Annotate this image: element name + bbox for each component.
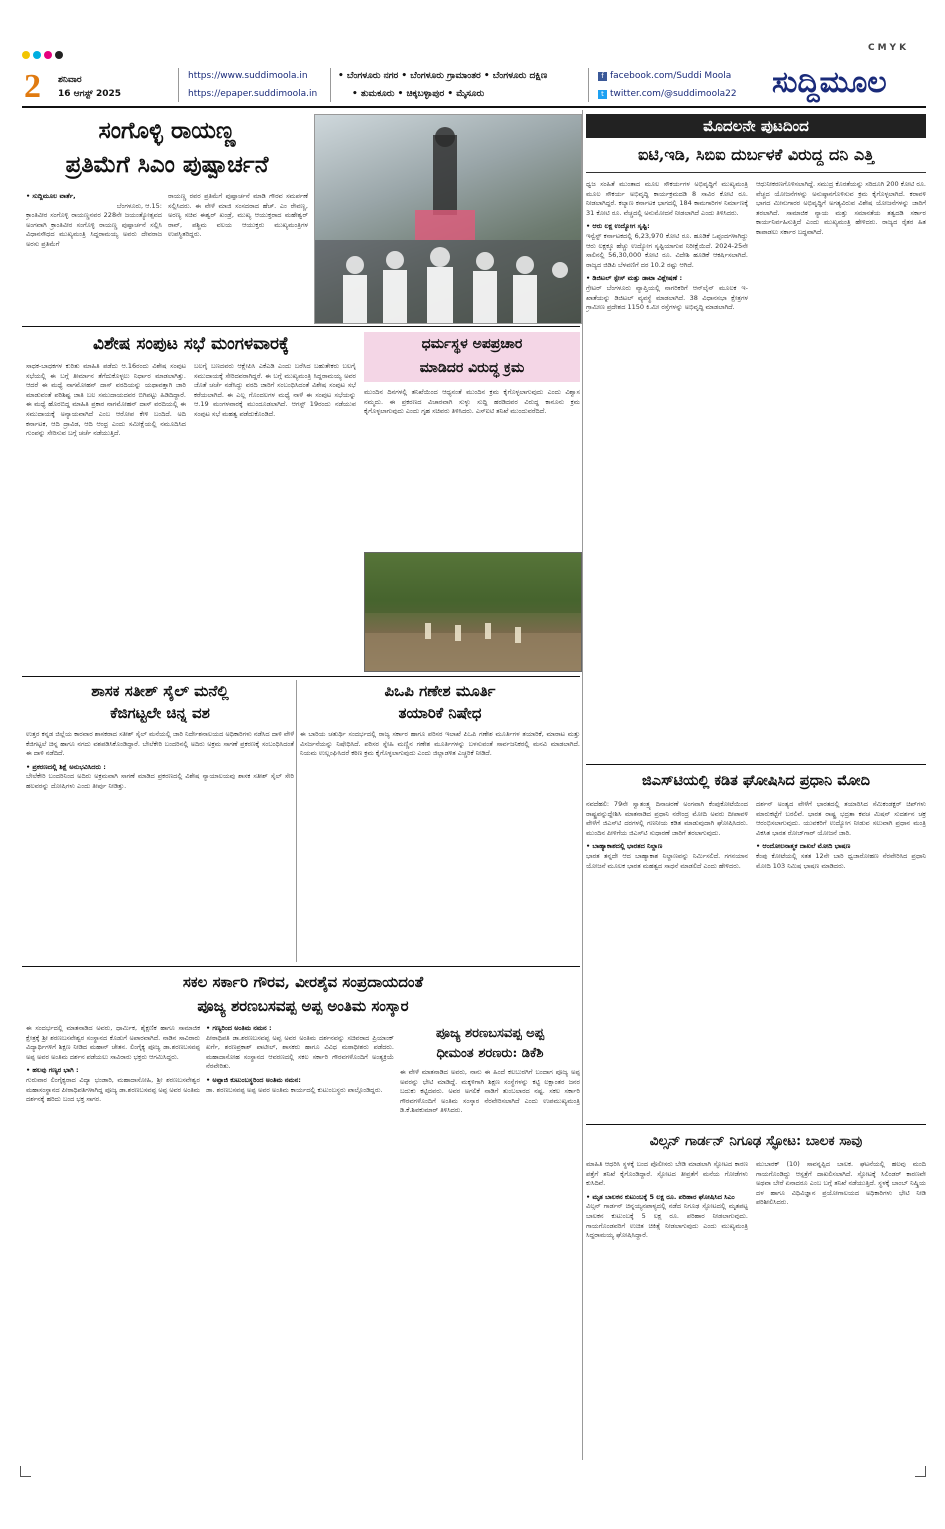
ganesha-headline-line2: ತಯಾರಿಕೆ ನಿಷೇಧ xyxy=(398,704,482,722)
epaper-link[interactable]: https://epaper.suddimoola.in xyxy=(188,89,318,99)
front-sub1: • ಆರು ಲಕ್ಷ ಉದ್ಯೋಗ ಸೃಷ್ಟಿ: xyxy=(586,222,650,231)
statue-illustration xyxy=(315,115,581,323)
rayanna-dateline: ಬೆಂಗಳೂರು, ಆ.15: xyxy=(116,201,162,210)
cmyk-label: CMYK xyxy=(868,43,910,53)
gst-sub: • ಬಾಹ್ಯಾಕಾಶದಲ್ಲಿ ಭಾರತದ ನಿಲ್ದಾಣ xyxy=(586,842,663,851)
dharmasthala-text: ಮುಂದಿನ ದಿನಗಳಲ್ಲಿ ತನಿಖೆಯಿಂದ ಆಧ್ಯನಂತೆ ಮುಂದಿನ ಕ್ರಮ ಕೈಗೊಳ್ಳಲಾಗುವುದು ಎಂದು ವಿಶ್ವಾಸ ನಮ್ಮದು. ಈ ಪ್ರಕರಣದ ವಿಚಾರವಾಗಿ ಸುಳ್ಳು ಸುದ್ದಿ ಹರಡಿದವರ ವಿರುದ್ಧ ಕಾನೂನು ಕ್ರಮ ಕೈಗೊಳ್ಳಲಾಗುವುದು ಎಂದು ಗೃಹ ಸಚಿವರು ತಿಳಿಸಿದರು. ಎಸ್ಐಟಿ ತನಿಖೆ ಮುಂದುವರೆದಿದೆ. xyxy=(364,388,580,416)
wilson-sub: • ಮೃತ ಬಾಲಕನ ಕುಟುಂಬಕ್ಕೆ 5 ಲಕ್ಷ ರೂ. ಪರಿಹಾರ ಘೋಷಿಸಿದ ಸಿಎಂ xyxy=(586,1192,735,1201)
sharana-headline-line2: ಪೂಜ್ಯ ಶರಣಬಸವಪ್ಪ ಅಪ್ಪ ಅಂತಿಮ ಸಂಸ್ಕಾರ xyxy=(197,997,409,1015)
cabinet-headline: ವಿಶೇಷ ಸಂಪುಟ ಸಭೆ ಮಂಗಳವಾರಕ್ಕೆ xyxy=(93,334,289,354)
rayanna-headline xyxy=(26,114,308,182)
dkshi-headline-line1: ಪೂಜ್ಯ ಶರಣಬಸವಪ್ಪ ಅಪ್ಪ xyxy=(435,1026,545,1041)
page-number: 2 xyxy=(24,68,41,105)
sharana-sub1: • ಹಲವು ಗಣ್ಯರ ಭಾಗಿ : xyxy=(26,1066,79,1075)
front-col1 xyxy=(586,180,748,760)
front-headline: ಐಟಿ,ಇಡಿ, ಸಿಬಿಐ ದುರ್ಬಳಕೆ ವಿರುದ್ದ ದನಿ ಎತ್ತಿ xyxy=(638,145,874,164)
sail-text2: ಬೇಲೆಕೇರಿ ಬಂದರಿನಿಂದ ಅದಿರು ಅಕ್ರಮವಾಗಿ ಸಾಗಣೆ ಮಾಡಿದ ಪ್ರಕರಣದಲ್ಲಿ ವಿಶೇಷ ನ್ಯಾಯಾಲಯವು ಶಾಸಕ ಸತೀಶ್ ಸೈಲ್ ಸೇರಿ ಹಲವರನ್ನು ದೋಷಿಗಳು ಎಂದು ತೀರ್ಪು ನೀಡಿತ್ತು. xyxy=(26,772,294,790)
front-page-box-title: ಮೊದಲನೇ ಪುಟದಿಂದ xyxy=(586,114,926,138)
dharmasthala-headline-line1: ಧರ್ಮಸ್ಥಳ ಅಪಪ್ರಚಾರ xyxy=(421,336,523,352)
rayanna-text-right: ರಾಯಣ್ಣ ರವರ ಪ್ರತಿಮೆಗೆ ಪುಷ್ಪಾರ್ಚನೆ ಮಾಡಿ ಗೌರವ ಸಮರ್ಪಣೆ ಸಲ್ಲಿಸಿದರು. ಈ ವೇಳೆ ಮಾಜಿ ಸಂಸದರಾದ ಹೆಚ್. ಎಂ ರೇವಣ್ಣ, ಅರಣ್ಯ ಸಚಿವ ಈಶ್ವರ್ ಖಂಡ್ರೆ, ಮುಖ್ಯ ಆಯುಕ್ತರಾದ ಮಹೇಶ್ವರ್ ರಾವ್, ಪಶ್ಚಿಮ ವಲಯ ಆಯುಕ್ತರು ಮುಖ್ಯಮಂತ್ರಿಗಳ ಉಪಸ್ಥಿತರಿದ್ದರು. xyxy=(168,192,308,239)
date-label: 16 ಆಗಸ್ಟ್ 2025 xyxy=(58,89,121,99)
gst-col2b-text: ಕೆಂಪು ಕೋಟೆಯಲ್ಲಿ ಸತತ 12ನೇ ಬಾರಿ ಧ್ವಜಾರೋಹಣ ನೆರವೇರಿಸಿದ ಪ್ರಧಾನಿ ಮೋದಿ 103 ನಿಮಿಷ ಭಾಷಣ ಮಾಡಿದರು. xyxy=(756,851,926,870)
rayanna-statue-photo xyxy=(314,114,582,324)
day-label: ಶನಿವಾರ xyxy=(58,75,82,85)
twitter-icon: t xyxy=(598,90,607,99)
sail-headline-line1: ಶಾಸಕ ಸತೀಶ್ ಸೈಲ್ ಮನೆಲ್ಲಿ xyxy=(91,682,229,700)
gst-col2-text: ದರ್ಶನ್ ಅಂತ್ಯದ ವೇಳೆಗೆ ಭಾರತದಲ್ಲಿ ತಯಾರಿಸಿದ ಸೆಮಿಕಂಡಕ್ಟರ್ ಚಿಪ್‌ಗಳು ಮಾರುಕಟ್ಟೆಗೆ ಬರಲಿವೆ. ಭಾರತ ರಾಷ್ಟ್ರ ಭದ್ರತಾ ಕವಚ ಮಿಷನ್ ಸುದರ್ಶನ ಚಕ್ರ ಆರಂಭಿಸಲಾಗುವುದು. ಯುವಕರಿಗೆ ಉದ್ಯೋಗ ನೀಡುವ ಸಲುವಾಗಿ ಪ್ರಧಾನ ಮಂತ್ರಿ ವಿಕಸಿತ ಭಾರತ ರೋಜ್‌ಗಾರ್ ಯೋಜನೆ ಜಾರಿ. xyxy=(756,800,926,837)
facebook-link[interactable]: f facebook.com/Suddi Moola xyxy=(598,70,731,82)
gst-sub2: • ಆಂದೋಲನಾತ್ಮಕ ದಾಖಲೆ ಮೋದಿ ಭಾಷಣ xyxy=(756,842,851,851)
twitter-link[interactable]: t twitter.com/@suddimoola22 xyxy=(598,88,737,100)
sharana-sub2: • ಗಣ್ಯರಿಂದ ಅಂತಿಮ ನಮನ : xyxy=(206,1024,272,1032)
cabinet-col2: ಬಲಗೈ ಬಣದವರು ಆಕ್ಷೇಪಿಸಿ ಎಕೆಎಡಿ ಎಂದು ಬರೆಸಿದ ಬಹುತೇಕರು ಬಲಗೈ ಸಮುದಾಯಕ್ಕೆ ಸೇರಿದವರಾಗಿದ್ದರೆ. ಈ ಬಗ್ಗೆ ಮುಖ್ಯಮಂತ್ರಿ ಸಿದ್ದರಾಮಯ್ಯ ಅವರ ಜೊತೆ ಚರ್ಚೆ ನಡೆಸಿದ್ದು ವರದಿ ಜಾರಿಗೆ ಸಂಬಂಧಿಸಿದಂತೆ ವಿಶೇಷ ಸಂಪುಟ ಸಭೆ ಕರೆಯಲಾಗಿದೆ. ಈ ಎಲ್ಲ ಗೊಂದಲಗಳ ಮಧ್ಯೆ ನಾಳೆ ಈ ಸಂಪುಟ ಸಭೆಯನ್ನು ಆ.19 ಮಂಗಳವಾರಕ್ಕೆ ಮುಂದೂಡಲಾಗಿದೆ. ಆಗಸ್ಟ್ 19ರಂದು ನಡೆಯುವ ಸಂಪುಟ ಸಭೆ ಮಹತ್ವ ಪಡೆದುಕೊಂಡಿದೆ. xyxy=(194,362,356,418)
dkshi-text: ಈ ವೇಳೆ ಮಾತನಾಡಿದ ಅವರು, ನಾನು ಈ ಹಿಂದೆ ಕಲಬುರಗಿಗೆ ಬಂದಾಗ ಪೂಜ್ಯ ಅಪ್ಪ ಅವರನ್ನು ಭೇಟಿ ಮಾಡಿದ್ದೆ. ಮಕ್ಕಳಿಗಾಗಿ ಶಿಕ್ಷಣ ಸಂಸ್ಥೆಗಳನ್ನು ಕಟ್ಟಿ ಲಕ್ಷಾಂತರ ಜನರ ಬದುಕು ಕಟ್ಟಿದವರು. ಅವರ ಅಗಲಿಕೆ ನಾಡಿಗೆ ತುಂಬಲಾರದ ನಷ್ಟ. ಸಕಲ ಸರ್ಕಾರಿ ಗೌರವಗಳೊಂದಿಗೆ ಅಂತಿಮ ಸಂಸ್ಕಾರ ನೆರವೇರಿಸಲಾಗಿದೆ ಎಂದು ಉಪಮುಖ್ಯಮಂತ್ರಿ ಡಿ.ಕೆ.ಶಿವಕುಮಾರ್ ತಿಳಿಸಿದರು. xyxy=(400,1068,580,1115)
sharana-col1-text: ಈ ಸಂದರ್ಭದಲ್ಲಿ ಮಾತನಾಡಿದ ಅವರು, ಧಾರ್ಮಿಕ, ಶೈಕ್ಷಣಿಕ ಹಾಗೂ ಸಾಮಾಜಿಕ ಕ್ಷೇತ್ರಕ್ಕೆ ಶ್ರೀ ಶರಣಬಸವೇಶ್ವರ ಸಂಸ್ಥಾನದ ಕೊಡುಗೆ ಅಪಾರವಾಗಿದೆ. ನಾಡಿನ ಸಾವಿರಾರು ವಿದ್ಯಾರ್ಥಿಗಳಿಗೆ ಶಿಕ್ಷಣ ನೀಡಿದ ಮಹಾನ್ ಚೇತನ. ಲಿಂಗೈಕ್ಯ ಪೂಜ್ಯ ಡಾ.ಶರಣಬಸವಪ್ಪ ಅಪ್ಪ ಅವರ ಅಂತಿಮ ದರ್ಶನ ಪಡೆಯಲು ಸಾವಿರಾರು ಭಕ್ತರು ಆಗಮಿಸಿದ್ದರು. xyxy=(26,1024,200,1061)
dharmasthala-headline xyxy=(364,332,580,382)
wilson-col1-text: ಮಾಹಿತಿ ಆಧರಿಸಿ ಸ್ಥಳಕ್ಕೆ ಬಂದ ಪೊಲೀಸರು ಬೇಡಿ ಮಾಡಲಾಗಿ ಸ್ಫೋಟದ ಕಾರಣ ಪತ್ತೆಗೆ ತನಿಖೆ ಕೈಗೊಂಡಿದ್ದಾರೆ. ಸ್ಫೋಟದ ತೀವ್ರತೆಗೆ ಮನೆಯ ಗೋಡೆಗಳು ಕುಸಿದಿವೆ. xyxy=(586,1160,748,1188)
sharana-col1b-text: ಗುರುವಾರ ಲಿಂಗೈಕ್ಯರಾದ ವಿದ್ಯಾ ಭಂಡಾರಿ, ಮಹಾದಾಸೋಹಿ, ಶ್ರೀ ಶರಣಬಸವೇಶ್ವರ ಮಹಾಸಂಸ್ಥಾನದ ಪೀಠಾಧಿಪತಿಗಳಾಗಿದ್ದ ಪೂಜ್ಯ ಡಾ.ಶರಣಬಸವಪ್ಪ ಅಪ್ಪ ಅವರ ಅಂತಿಮ ದರ್ಶನಕ್ಕೆ ಹರಿದು ಬಂದ ಭಕ್ತ ಸಾಗರ. xyxy=(26,1075,200,1104)
masthead-logo: ಸುದ್ದಿಮೂಲ xyxy=(772,65,887,100)
sail-headline xyxy=(26,680,294,724)
front-col1-text: ಧ್ವಜ ಸಂಹಿತೆ ಮುಂತಾದ ಮೂಲ ಸೌಕರ್ಯಗಳ ಅಭಿವೃದ್ಧಿಗೆ ಮುಖ್ಯಮಂತ್ರಿ ಮೂಲ ಸೌಕರ್ಯ ಅಭಿವೃದ್ಧಿ ಕಾರ್ಯಕ್ರಮದಡಿ 8 ಸಾವಿರ ಕೋಟಿ ರೂ. ನೀಡಲಾಗಿದ್ದರೆ. ಕಲ್ಯಾಣ ಕರ್ನಾಟಕ ಭಾಗದಲ್ಲಿ 184 ಕಾಮಗಾರಿಗಳ ನಿರ್ಮಾಣಕ್ಕೆ 31 ಕೋಟಿ ರೂ. ವೆಚ್ಚದಲ್ಲಿ ಅನುಮೋದನೆ ನೀಡಲಾಗಿದೆ ಎಂದು ತಿಳಿಸಿದರು. xyxy=(586,180,748,217)
editions-row-1: • ಬೆಂಗಳೂರು ನಗರ • ಬೆಂಗಳೂರು ಗ್ರಾಮಾಂತರ • ಬೆಂಗಳೂರು ದಕ್ಷಿಣ xyxy=(338,71,548,81)
gst-col1b-text: ಭಾರತ ತನ್ನದೇ ಆದ ಬಾಹ್ಯಾಕಾಶ ನಿಲ್ದಾಣವನ್ನು ನಿರ್ಮಿಸಲಿದೆ. ಗಗನಯಾನ ಯೋಜನೆ ಮೂಲಕ ಭಾರತ ಮಹತ್ವದ ಸಾಧನೆ ಮಾಡಲಿದೆ ಎಂದು ಹೇಳಿದರು. xyxy=(586,851,748,870)
ganesha-headline xyxy=(300,680,580,724)
rayanna-headline-line2: ಪ್ರತಿಮೆಗೆ ಸಿಎಂ ಪುಷ್ಪಾರ್ಚನೆ xyxy=(65,151,269,178)
sharana-col1 xyxy=(26,1024,200,1460)
dkshi-headline-line2: ಧೀಮಂತ ಶರಣರು: ಡಿಕೆಶಿ xyxy=(436,1046,544,1061)
front-col1b-text: ಇನ್ವೆಸ್ಟ್ ಕರ್ನಾಟಕದಲ್ಲಿ 6,23,970 ಕೋಟಿ ರೂ. ಹೂಡಿಕೆ ಒಪ್ಪಂದಗಳಾಗಿದ್ದು ಆರು ಲಕ್ಷಕ್ಕೂ ಹೆಚ್ಚು ಉದ್ಯೋಗ ಸೃಷ್ಟಿಯಾಗುವ ನಿರೀಕ್ಷೆಯಿದೆ. 2024-25ನೇ ಸಾಲಿನಲ್ಲಿ 56,30,000 ಕೋಟಿ ರೂ. ವಿದೇಶಿ ಹೂಡಿಕೆ ಆಕರ್ಷಿಸಲಾಗಿದೆ. ರಾಜ್ಯದ ಜಿಡಿಪಿ ಬೆಳವಣಿಗೆ ದರ 10.2 ರಷ್ಟು ಆಗಿದೆ. xyxy=(586,231,748,269)
sharana-col2b-text: ಡಾ. ಶರಣಬಸವಪ್ಪ ಅಪ್ಪ ಅವರ ಅಂತಿಮ ಕಾರ್ಯದಲ್ಲಿ ಕುಟುಂಬಸ್ಥರು ಪಾಲ್ಗೊಂಡಿದ್ದರು. xyxy=(206,1085,383,1094)
crop-mark-left xyxy=(20,1466,31,1477)
sail-body xyxy=(26,730,294,960)
front-col2: ಆಧುನೀಕರಣಗೊಳಿಸಲಾಗಿದ್ದೆ. ಸಮುದ್ರ ಕೊರತೆಯನ್ನು ಸರಿದೂಗಿ 200 ಕೋಟಿ ರೂ. ವೆಚ್ಚದ ಯೋಜನೆಗಳನ್ನು ಅನುಷ್ಠಾನಗೊಳಿಸುವ ಕ್ರಮ ಕೈಗೊಳ್ಳಲಾಗಿದೆ. ಕರಾವಳಿ ಭಾಗದ ಮೀನುಗಾರರ ಅಭಿವೃದ್ಧಿಗೆ ಅಗತ್ಯವಿರುವ ವಿಶೇಷ ಯೋಜನೆಗಳನ್ನು ಜಾರಿಗೆ ತರಲಾಗಿದೆ. ಸಾಮಾಜಿಕ ನ್ಯಾಯ ಮತ್ತು ಸಮಾನತೆಯ ತತ್ವದಡಿ ಸರ್ಕಾರ ಕಾರ್ಯನಿರ್ವಹಿಸುತ್ತಿದೆ ಎಂದು ಮುಖ್ಯಮಂತ್ರಿ ಹೇಳಿದರು. ರಾಜ್ಯದ ರೈತರ ಹಿತ ಕಾಪಾಡಲು ಸರ್ಕಾರ ಬದ್ಧವಾಗಿದೆ. xyxy=(756,180,926,236)
rayanna-body-left xyxy=(26,192,162,320)
wilson-col1b-text: ವಿಲ್ಸನ್ ಗಾರ್ಡನ್ ಚಿನ್ನಯ್ಯನಪಾಳ್ಯದಲ್ಲಿ ನಡೆದ ನಿಗೂಢ ಸ್ಫೋಟದಲ್ಲಿ ಮೃತಪಟ್ಟ ಬಾಲಕನ ಕುಟುಂಬಕ್ಕೆ 5 ಲಕ್ಷ ರೂ. ಪರಿಹಾರ ನೀಡಲಾಗುವುದು. ಗಾಯಗೊಂಡವರಿಗೆ ಉಚಿತ ಚಿಕಿತ್ಸೆ ನೀಡಲಾಗುವುದು ಎಂದು ಮುಖ್ಯಮಂತ್ರಿ ಸಿದ್ದರಾಮಯ್ಯ ಘೋಷಿಸಿದ್ದಾರೆ. xyxy=(586,1202,748,1240)
gst-headline: ಜಿಎಸ್‌ಟಿಯಲ್ಲಿ ಕಡಿತ ಘೋಷಿಸಿದ ಪ್ರಧಾನಿ ಮೋದಿ xyxy=(642,772,870,789)
sharana-headline-line1: ಸಕಲ ಸರ್ಕಾರಿ ಗೌರವ, ವೀರಶೈವ ಸಂಪ್ರದಾಯದಂತೆ xyxy=(182,973,424,991)
cabinet-col1: ಸಾಧಕ-ಬಾಧಕಗಳ ಕುರಿತು ಮಾಹಿತಿ ಪಡೆದು ಆ.16ರಂದು ವಿಶೇಷ ಸಂಪುಟ ಸಭೆಯಲ್ಲಿ ಈ ಬಗ್ಗೆ ತೀರ್ಮಾನ ತೆಗೆದುಕೊಳ್ಳಲು ನಿರ್ಧಾರ ಮಾಡಲಾಗಿತ್ತು. ಆದರೆ ಈ ಮಧ್ಯೆ ನಾಗಮೋಹನ್ ದಾಸ್ ವರದಿಯನ್ನು ಯಥಾವತ್ತಾಗಿ ಜಾರಿ ಮಾಡುವಂತೆ ಪರಿಶಿಷ್ಟ ಜಾತಿ ಬಲ ಸಮುದಾಯದವರ ಬಿಗಿಪಟ್ಟು ಹಿಡಿದಿದ್ದಾರೆ. ಈ ಮಧ್ಯೆ ಹೊರಬಿದ್ದ ಮಾಹಿತಿ ಪ್ರಕಾರ ನಾಗಮೋಹನ್ ದಾಸ್ ವರದಿಯಲ್ಲಿ ಈ ಸಮುದಾಯಕ್ಕೆ ಅನ್ಯಾಯವಾಗಿದೆ ಎಂಬ ಆರೋಪ ಕೇಳಿ ಬಂದಿದೆ. ಅದಿ ಕರ್ನಾಟಕ, ಆದಿ ದ್ರಾವಿಡ, ಆದಿ ಆಂಧ್ರ ಎಂದು ಸಮೀಕ್ಷೆಯಲ್ಲಿ ನಮೂದಿಸಿದ ಗುಂಪನ್ನು ಸೇರಿಸುವ ಬಗ್ಗೆ ಚರ್ಚೆ ನಡೆಯುತ್ತಿದೆ. xyxy=(26,362,186,438)
editions-row-2: • ತುಮಕೂರು • ಚಿಕ್ಕಬಳ್ಳಾಪುರ • ಮೈಸೂರು xyxy=(352,89,485,99)
website-link[interactable]: https://www.suddimoola.in xyxy=(188,71,308,81)
front-col1c-text: ಗ್ರೇಟರ್ ಬೆಂಗಳೂರು ವ್ಯಾಪ್ತಿಯಲ್ಲಿ ನಾಗರಿಕರಿಗೆ ಆನ್‌ಲೈನ್ ಮೂಲಕ ಇ-ಖಾತೆಯನ್ನು ಡಿಜಿಟಲ್ ವ್ಯವಸ್ಥೆ ಮಾಡಲಾಗಿದೆ. 38 ವಿಧಾನಸಭಾ ಕ್ಷೇತ್ರಗಳ ಗ್ರಾಮೀಣ ಪ್ರದೇಶದ 1150 ಕಿ.ಮೀ ರಸ್ತೆಗಳನ್ನು ಅಭಿವೃದ್ಧಿ ಮಾಡಲಾಗಿದೆ. xyxy=(586,283,748,312)
sharana-headline xyxy=(26,970,580,1018)
rayanna-headline-line1: ಸಂಗೊಳ್ಳಿ ರಾಯಣ್ಣ xyxy=(98,117,236,144)
rayanna-text-left: ಕ್ರಾಂತಿವೀರ ಸಂಗೊಳ್ಳಿ ರಾಯಣ್ಣನವರ 228ನೇ ಜಯಂತ್ಯೋತ್ಸವದ ಅಂಗವಾಗಿ ಕ್ರಾಂತಿವೀರ ಸಂಗೊಳ್ಳಿ ರಾಯಣ್ಣ ಪುಷ್ಪಾರ್ಚನೆ ಸಲ್ಲಿಸಿ ವಿಧಾನಸೌಧದ ಮುಖ್ಯಮಂತ್ರಿ ಸಿದ್ದರಾಮಯ್ಯ ಅವರು ದೇವರಾಜ ಅರಸು ಪ್ರತಿಮೆಗೆ xyxy=(26,211,162,248)
dkshi-headline xyxy=(400,1024,580,1064)
gst-col1 xyxy=(586,800,748,1120)
wilson-headline: ವಿಲ್ಸನ್ ಗಾರ್ಡನ್ ನಿಗೂಢ ಸ್ಫೋಟ: ಬಾಲಕ ಸಾವು xyxy=(649,1133,863,1149)
sail-text: ಉತ್ತರ ಕನ್ನಡ ಜಿಲ್ಲೆಯ ಕಾರವಾರ ಶಾಸಕರಾದ ಸತೀಶ್ ಸೈಲ್ ಮನೆಯಲ್ಲಿ ಜಾರಿ ನಿರ್ದೇಶನಾಲಯದ ಅಧಿಕಾರಿಗಳು ನಡೆಸಿದ ದಾಳಿ ವೇಳೆ ಕೆಜಿಗಟ್ಟಲೆ ಚಿನ್ನ ಹಾಗೂ ನಗದು ವಶಪಡಿಸಿಕೊಂಡಿದ್ದಾರೆ. ಬೇಲೆಕೇರಿ ಬಂದರಿನಲ್ಲಿ ಅದಿರು ಅಕ್ರಮ ಸಾಗಣೆ ಪ್ರಕರಣಕ್ಕೆ ಸಂಬಂಧಿಸಿದಂತೆ ಈ ದಾಳಿ ನಡೆದಿದೆ. xyxy=(26,730,294,758)
ganesha-headline-line1: ಪಿಒಪಿ ಗಣೇಶ ಮೂರ್ತಿ xyxy=(384,682,496,700)
facebook-icon: f xyxy=(598,72,607,81)
gst-col2 xyxy=(756,800,926,1120)
front-sub2: • ಡಿಜಿಟಲ್ ಸ್ಪೇಸ್ ಮತ್ತು ಡಾಟಾ ವಿಶ್ಲೇಷಣೆ : xyxy=(586,274,683,283)
ganesha-text: ಈ ಬಾರಿಯ ಚತುರ್ಥಿ ಸಂದರ್ಭದಲ್ಲಿ ರಾಜ್ಯ ಸರ್ಕಾರ ಹಾಗೂ ಪರಿಸರ ಇಲಾಖೆ ಪಿಒಪಿ ಗಣೇಶ ಮೂರ್ತಿಗಳ ತಯಾರಿಕೆ, ಮಾರಾಟ ಮತ್ತು ವಿಸರ್ಜನೆಯನ್ನು ನಿಷೇಧಿಸಿದೆ. ಪರಿಸರ ಸ್ನೇಹಿ ಮಣ್ಣಿನ ಗಣೇಶ ಮೂರ್ತಿಗಳನ್ನು ಬಳಸುವಂತೆ ಸಾರ್ವಜನಿಕರಲ್ಲಿ ಮನವಿ ಮಾಡಲಾಗಿದೆ. ನಿಯಮ ಉಲ್ಲಂಘಿಸಿದರೆ ಕಠಿಣ ಕ್ರಮ ಕೈಗೊಳ್ಳಲಾಗುವುದು ಎಂದು ಜಿಲ್ಲಾಡಳಿತ ಎಚ್ಚರಿಕೆ ನೀಡಿದೆ. xyxy=(300,730,580,758)
registration-dots xyxy=(22,44,66,63)
dharmasthala-headline-line2: ಮಾಡಿದರ ವಿರುದ್ಧ ಕ್ರಮ xyxy=(419,360,525,376)
sharana-sub3: • ಅಪ್ಪಾಜಿ ಕುಟುಂಬಸ್ಥರಿಂದ ಅಂತಿಮ ನಮನ: xyxy=(206,1075,301,1084)
sail-sub: • ಪ್ರಕರಣದಲ್ಲಿ ಶಿಕ್ಷೆ ಅನುಭವಿಸಿದರು : xyxy=(26,762,106,771)
wilson-col2: ಮುಬಾರಕ್ (10) ಸಾವನ್ನಪ್ಪಿದ ಬಾಲಕ. ಘಟನೆಯಲ್ಲಿ ಹಲವು ಮಂದಿ ಗಾಯಗೊಂಡಿದ್ದು ಆಸ್ಪತ್ರೆಗೆ ದಾಖಲಿಸಲಾಗಿದೆ. ಸ್ಫೋಟಕ್ಕೆ ಸಿಲಿಂಡರ್ ಕಾರಣವೇ ಅಥವಾ ಬೇರೆ ಏನಾದರೂ ಎಂಬ ಬಗ್ಗೆ ತನಿಖೆ ನಡೆಯುತ್ತಿದೆ. ಸ್ಥಳಕ್ಕೆ ಬಾಂಬ್ ನಿಷ್ಕ್ರಿಯ ದಳ ಹಾಗೂ ವಿಧಿವಿಜ್ಞಾನ ಪ್ರಯೋಗಾಲಯದ ಅಧಿಕಾರಿಗಳು ಭೇಟಿ ನೀಡಿ ಪರಿಶೀಲಿಸಿದರು. xyxy=(756,1160,926,1207)
wilson-col1 xyxy=(586,1160,748,1460)
sharana-col2 xyxy=(206,1024,394,1460)
forest-illustration xyxy=(365,553,581,671)
crop-mark-right xyxy=(915,1466,926,1477)
forest-photo xyxy=(364,552,582,672)
rayanna-byline: • ಸುದ್ದಿಮೂಲ ವಾರ್ತೆ, xyxy=(26,192,76,200)
gst-col1-text: ನವದೆಹಲಿ: 79ನೇ ಸ್ವಾತಂತ್ರ್ಯ ದಿನಾಚರಣೆ ಅಂಗವಾಗಿ ಕೆಂಪುಕೋಟೆಯಿಂದ ರಾಷ್ಟ್ರವನ್ನುದ್ದೇಶಿಸಿ ಮಾತನಾಡಿದ ಪ್ರಧಾನಿ ನರೇಂದ್ರ ಮೋದಿ ಅವರು ದೀಪಾವಳಿ ವೇಳೆಗೆ ಜಿಎಸ್‌ಟಿ ದರಗಳಲ್ಲಿ ಗಣನೀಯ ಕಡಿತ ಮಾಡುವುದಾಗಿ ಘೋಷಿಸಿದರು. ಮುಂದಿನ ಪೀಳಿಗೆಯ ಜಿಎಸ್‌ಟಿ ಸುಧಾರಣೆ ಜಾರಿಗೆ ತರಲಾಗುವುದು. xyxy=(586,800,748,837)
sail-headline-line2: ಕೆಜಿಗಟ್ಟಲೇ ಚಿನ್ನ ವಶ xyxy=(110,704,210,722)
sharana-col2-text: ಪೀಠಾಧಿಪತಿ ಡಾ.ಶರಣಬಸವಪ್ಪ ಅಪ್ಪ ಅವರ ಅಂತಿಮ ದರ್ಶನವನ್ನು ಸಚಿವರಾದ ಪ್ರಿಯಾಂಕ್ ಖರ್ಗೆ, ಶರಣಪ್ರಕಾಶ್ ಪಾಟೀಲ್, ಶಾಸಕರು ಹಾಗೂ ವಿವಿಧ ಮಠಾಧೀಶರು ಪಡೆದರು. ಮಹಾದಾಸೋಹ ಸಂಸ್ಥಾನದ ಆವರಣದಲ್ಲಿ ಸಕಲ ಸರ್ಕಾರಿ ಗೌರವಗಳೊಂದಿಗೆ ಅಂತ್ಯಕ್ರಿಯೆ ನೆರವೇರಿತು. xyxy=(206,1033,394,1071)
